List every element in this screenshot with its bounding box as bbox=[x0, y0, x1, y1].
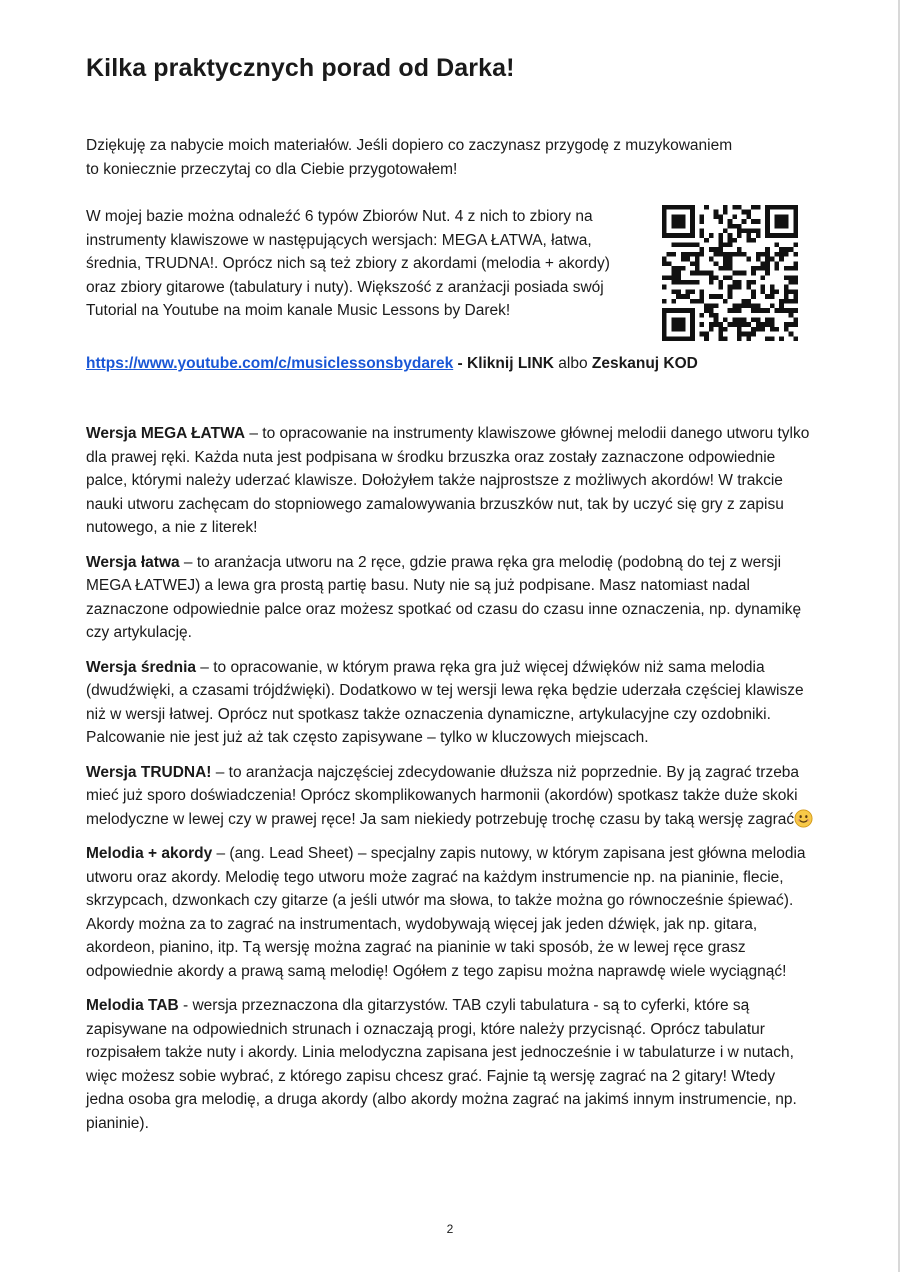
link-separator: - bbox=[453, 355, 467, 372]
section-mega-latwa bbox=[86, 422, 816, 540]
page-title: Kilka praktycznych porad od Darka! bbox=[86, 54, 515, 82]
section-heading: Melodia TAB bbox=[86, 997, 179, 1014]
section-heading: Wersja łatwa bbox=[86, 553, 180, 571]
qr-code-icon bbox=[662, 205, 798, 341]
section-heading: Wersja średnia bbox=[86, 658, 196, 676]
section-body: – to aranżacja utworu na 2 ręce, gdzie prawa ręka gra melodię (podobną do tej z wersji MEGA ŁATWEJ) a lewa gra prostą partię basu. Nuty nie są już podpisane. Masz natomiast nadal zaznaczone odpowiednie palce oraz możesz spotkać od czasu do czasu inne oznaczenia, np. dynamikę czy artykulację. bbox=[86, 553, 802, 641]
section-body: – (ang. Lead Sheet) – specjalny zapis nutowy, w którym zapisana jest główna melodia utworu oraz akordy. Melodię tego utworu może zagrać na każdym instrumencie np. na pianinie, flecie, skrzypcach, dzwonkach czy gitarze (a jeśli utwór ma słowa, to także można go równocześnie śpiewać). Akordy można za to zagrać na instrumentach, wydobywają więcej jak jeden dźwięk, jak np. gitara, akordeon, pianino, itp. Tą wersję można zagrać na pianinie w taki sposób, że w lewej ręce grasz odpowiednie akordy a prawą samą melodię! Ogółem z tego zapisu można naprawdę wiele wyciągnąć! bbox=[86, 845, 806, 980]
section-body: - wersja przeznaczona dla gitarzystów. TAB czyli tabulatura - są to cyferki, które są zapisywane na odpowiednich strunach i oznaczają progi, które należy przycisnąć. Oprócz tabulatur rozpisałem także nuty i akordy. Linia melodyczna zapisana jest jednocześnie i w tabulaturze i w nutach, więc możesz sobie wybrać, z którego zapisu chcesz grać. Fajnie tą wersję zagrać na 2 gitary! Wtedy jedna osoba gra melodię, a druga akordy (albo akordy można zagrać na jakimś innym instrumencie, np. pianinie). bbox=[86, 997, 797, 1132]
click-link-cta: Kliknij LINK bbox=[467, 355, 554, 372]
section-melodia-akordy bbox=[86, 842, 816, 983]
section-body: – to opracowanie na instrumenty klawiszowe głównej melodii danego utworu tylko dla prawej ręki. Każda nuta jest podpisana w środku brzuszka oraz zostały zaznaczone odpowiednie palce, którymi należy uderzać klawisze. Dołożyłem także najprostsze z możliwych akordów! W trakcie nauki utworu zachęcam do stopniowego zamalowywania brzuszków nut, tak by uczyć się gry z zapisu nutowego, a nie z literek! bbox=[86, 425, 810, 536]
scan-code-cta: Zeskanuj KOD bbox=[591, 355, 698, 372]
bases-paragraph: W mojej bazie można odnaleźć 6 typów Zbiorów Nut. 4 z nich to zbiory na instrumenty klawiszowe w następujących wersjach: MEGA ŁATWA, łatwa, średnia, TRUDNA!. Oprócz nich są też zbiory z akordami (melodia + akordy) oraz zbiory gitarowe (tabulatury i nuty). Większość z aranżacji posiada swój Tutorial na Youtube na moim kanale Music Lessons by Darek! bbox=[86, 208, 610, 319]
link-mid-text: albo bbox=[553, 355, 592, 372]
intro-paragraph: Dziękuję za nabycie moich materiałów. Jeśli dopiero co zaczynasz przygodę z muzykowaniem to koniecznie przeczytaj co dla Ciebie przygotowałem! bbox=[86, 137, 733, 178]
section-body: – to aranżacja najczęściej zdecydowanie dłuższa niż poprzednie. By ją zagrać trzeba mieć już sporo doświadczenia! Oprócz skomplikowanych harmonii (akordów) spotkasz także duże skoki melodyczne w lewej czy w prawej ręce! Ja sam niekiedy potrzebuję trochę czasu by taką wersję zagrać bbox=[86, 763, 800, 828]
section-melodia-tab bbox=[86, 994, 816, 1135]
section-heading: Wersja MEGA ŁATWA bbox=[86, 425, 246, 442]
section-heading: Wersja TRUDNA! bbox=[86, 763, 212, 781]
versions-list bbox=[86, 422, 816, 1146]
section-latwa bbox=[86, 551, 816, 645]
channel-link-line bbox=[86, 352, 698, 376]
section-heading: Melodia + akordy bbox=[86, 845, 213, 862]
section-trudna bbox=[86, 761, 816, 832]
section-body: – to opracowanie, w którym prawa ręka gra już więcej dźwięków niż sama melodia (dwudźwięki, a czasami trójdźwięki). Dodatkowo w tej wersji lewa ręka będzie uderzała częściej klawisze niż w wersji łatwej. Oprócz nut spotkasz także oznaczenia dynamiczne, artykulacyjne czy ozdobniki. Palcowanie nie jest już aż tak często zapisywane – tylko w kluczowych miejscach. bbox=[86, 658, 804, 746]
page-number: 2 bbox=[446, 1222, 454, 1236]
section-srednia bbox=[86, 656, 816, 750]
smiling-face-icon bbox=[794, 809, 813, 828]
youtube-channel-link[interactable]: https://www.youtube.com/c/musiclessonsbydarek bbox=[86, 355, 454, 372]
